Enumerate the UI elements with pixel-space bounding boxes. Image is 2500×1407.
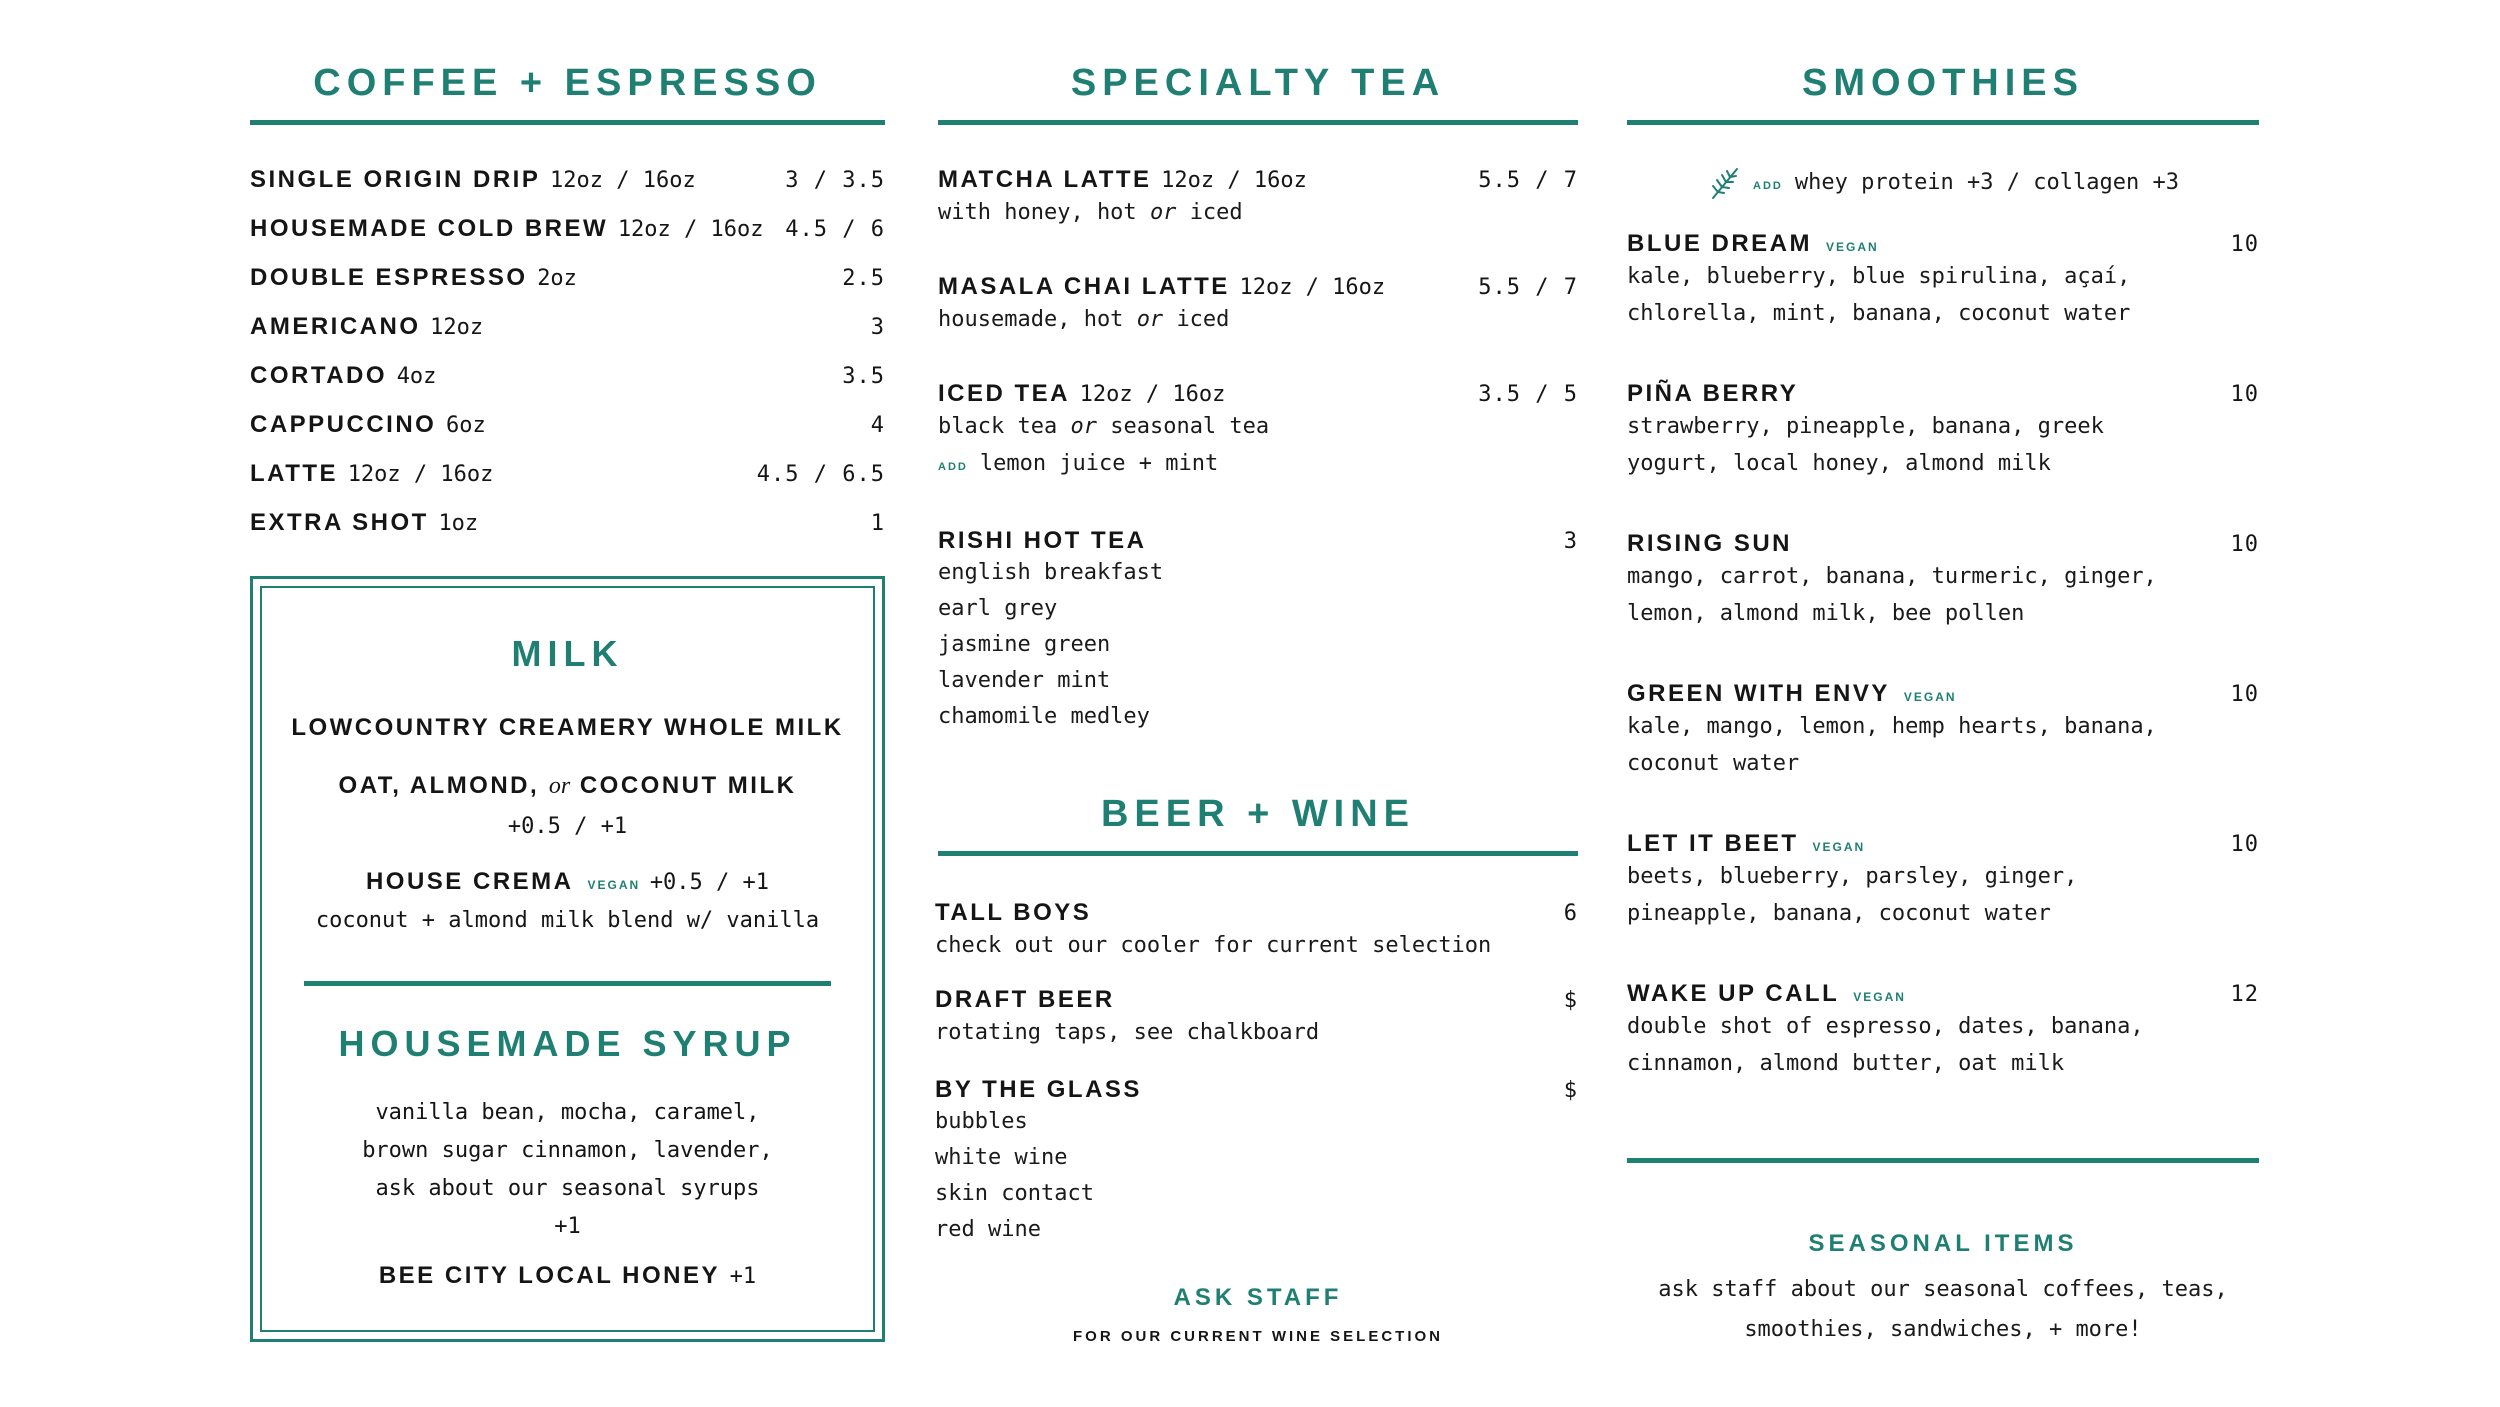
coffee-rule <box>250 120 885 125</box>
bee-city-honey: BEE CITY LOCAL HONEY +1 <box>378 1262 757 1289</box>
house-crema: HOUSE CREMA VEGAN +0.5 / +1 <box>365 868 770 895</box>
menu-item: AMERICANO 12oz 3 <box>250 313 885 340</box>
iced-tea: ICED TEA 12oz / 16oz 3.5 / 5 black tea or seasonal tea ADD lemon juice + mint <box>938 380 1578 476</box>
smoothies-bottom-rule <box>1627 1158 2259 1163</box>
milk-alt-price: +0.5 / +1 <box>507 814 628 839</box>
menu-item: CORTADO 4oz 3.5 <box>250 362 885 389</box>
smoothie-item: BLUE DREAM VEGAN 10 kale, blueberry, blue spirulina, açaí, chlorella, mint, banana, coconut water <box>1627 230 2259 326</box>
box-divider <box>304 981 831 986</box>
vegan-badge: VEGAN <box>587 877 641 892</box>
seasonal-title: SEASONAL ITEMS <box>1808 1230 2078 1257</box>
menu-item: CAPPUCCINO 6oz 4 <box>250 411 885 438</box>
smoothies-rule <box>1627 120 2259 125</box>
menu-item: LATTE 12oz / 16oz 4.5 / 6.5 <box>250 460 885 487</box>
beer-wine-title: BEER + WINE <box>1100 793 1416 835</box>
syrup-line: brown sugar cinnamon, lavender, <box>362 1138 773 1163</box>
smoothie-item: PIÑA BERRY 10 strawberry, pineapple, banana, greek yogurt, local honey, almond milk <box>1627 380 2259 476</box>
draft-beer: DRAFT BEER $ rotating taps, see chalkboard <box>935 986 1578 1045</box>
coffee-title: COFFEE + ESPRESSO <box>313 62 822 104</box>
add-label: ADD <box>938 461 968 473</box>
menu-item: SINGLE ORIGIN DRIP 12oz / 16oz 3 / 3.5 <box>250 166 885 193</box>
syrup-title: HOUSEMADE SYRUP <box>338 1023 797 1064</box>
menu-item: EXTRA SHOT 1oz 1 <box>250 509 885 536</box>
syrup-line: +1 <box>554 1214 581 1239</box>
house-crema-desc: coconut + almond milk blend w/ vanilla <box>315 908 820 933</box>
tea-rule <box>938 120 1578 125</box>
milk-whole: LOWCOUNTRY CREAMERY WHOLE MILK <box>291 714 844 741</box>
smoothie-item: LET IT BEET VEGAN 10 beets, blueberry, parsley, ginger, pineapple, banana, coconut water <box>1627 830 2259 926</box>
milk-alternatives: OAT, ALMOND, or COCONUT MILK <box>338 772 797 799</box>
add-label: ADD <box>1753 180 1783 192</box>
smoothie-addons: ADD whey protein +3 / collagen +3 <box>1627 164 2259 205</box>
by-the-glass: BY THE GLASS $ bubbles white wine skin contact red wine <box>935 1076 1578 1242</box>
syrup-line: vanilla bean, mocha, caramel, <box>375 1100 760 1125</box>
seasonal-line: smoothies, sandwiches, + more! <box>1744 1317 2142 1342</box>
masala-chai-latte: MASALA CHAI LATTE 12oz / 16oz 5.5 / 7 housemade, hot or iced <box>938 273 1578 332</box>
smoothie-item: RISING SUN 10 mango, carrot, banana, turmeric, ginger, lemon, almond milk, bee pollen <box>1627 530 2259 626</box>
milk-syrup-box <box>250 576 885 1342</box>
smoothie-item: WAKE UP CALL VEGAN 12 double shot of espresso, dates, banana, cinnamon, almond butter, oat milk <box>1627 980 2259 1076</box>
tea-title: SPECIALTY TEA <box>1070 62 1446 104</box>
milk-title: MILK <box>511 633 624 674</box>
matcha-latte: MATCHA LATTE 12oz / 16oz 5.5 / 7 with honey, hot or iced <box>938 166 1578 225</box>
vegan-badge: VEGAN <box>1812 839 1866 854</box>
seasonal-line: ask staff about our seasonal coffees, teas, <box>1658 1277 2228 1302</box>
syrup-line: ask about our seasonal syrups <box>375 1176 760 1201</box>
ask-staff: ASK STAFF <box>1173 1284 1343 1311</box>
vegan-badge: VEGAN <box>1826 239 1879 254</box>
ask-staff-sub: FOR OUR CURRENT WINE SELECTION <box>1073 1328 1443 1345</box>
tall-boys: TALL BOYS 6 check out our cooler for current selection <box>935 899 1578 958</box>
vegan-badge: VEGAN <box>1903 689 1957 704</box>
smoothie-item: GREEN WITH ENVY VEGAN 10 kale, mango, lemon, hemp hearts, banana, coconut water <box>1627 680 2259 776</box>
leaf-icon <box>1707 165 1743 205</box>
milk-syrup-box-inner <box>260 586 875 1332</box>
menu-item: DOUBLE ESPRESSO 2oz 2.5 <box>250 264 885 291</box>
beer-wine-rule <box>938 851 1578 856</box>
rishi-hot-tea: RISHI HOT TEA 3 english breakfast earl grey jasmine green lavender mint chamomile medley <box>938 527 1578 729</box>
vegan-badge: VEGAN <box>1853 989 1906 1004</box>
menu-item: HOUSEMADE COLD BREW 12oz / 16oz 4.5 / 6 <box>250 215 885 242</box>
smoothies-title: SMOOTHIES <box>1801 62 2085 104</box>
